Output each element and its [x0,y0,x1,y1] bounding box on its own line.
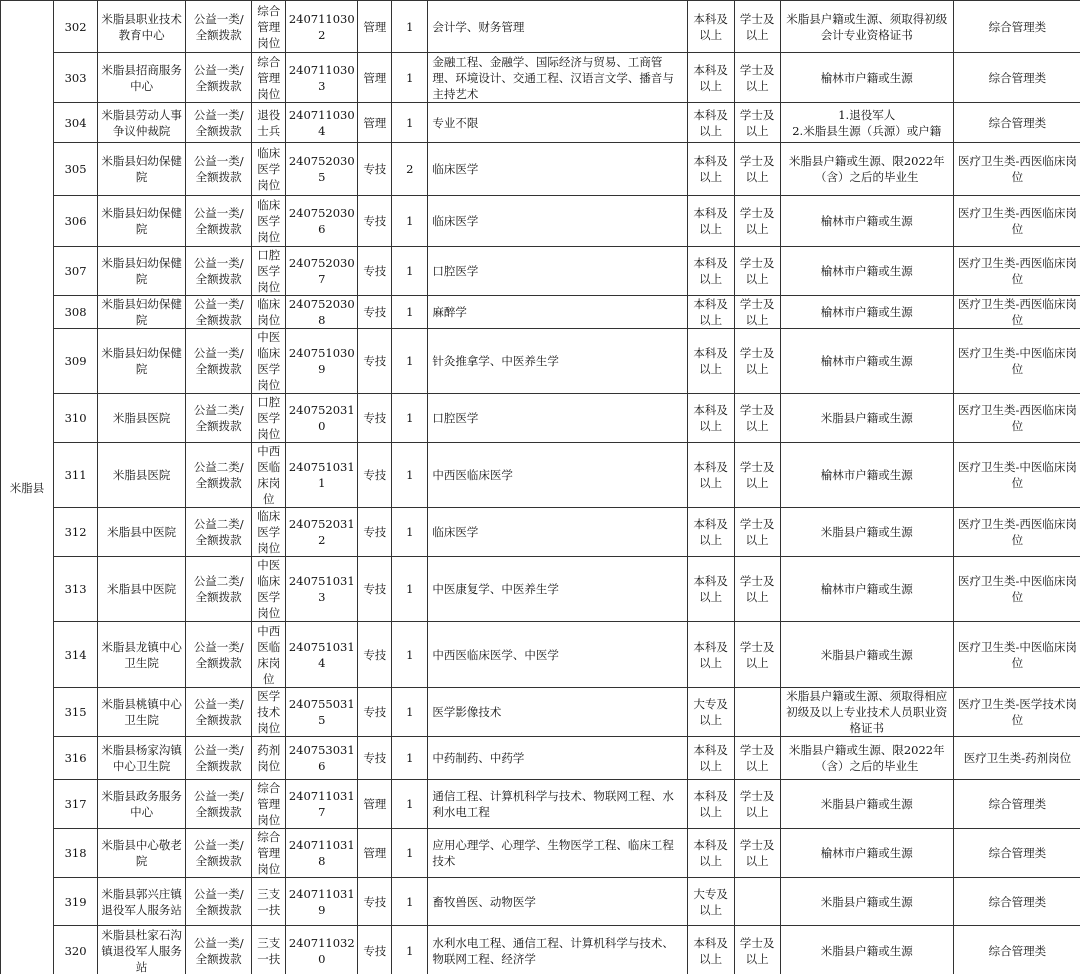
code-cell: 2407520305 [286,143,358,196]
education-cell: 本科及以上 [687,829,734,878]
code-cell: 2407510313 [286,557,358,622]
table-body [1,1,1080,974]
seq-cell: 306 [54,196,98,247]
count-cell: 1 [392,296,428,329]
nature-cell: 公益二类/全额拨款 [186,394,252,443]
count-cell: 1 [392,926,428,974]
degree-cell: 学士及以上 [734,196,780,247]
category-cell: 医疗卫生类-中医临床岗位 [953,329,1080,394]
count-cell: 1 [392,394,428,443]
count-cell: 1 [392,508,428,557]
seq-cell: 307 [54,247,98,296]
category-cell: 医疗卫生类-中医临床岗位 [953,443,1080,508]
education-cell: 大专及以上 [687,878,734,926]
degree-cell [734,878,780,926]
condition-cell: 榆林市户籍或生源 [780,53,953,103]
position-cell: 综合管理岗位 [252,1,286,53]
education-cell: 本科及以上 [687,622,734,688]
category-cell: 综合管理类 [953,926,1080,974]
category-cell: 综合管理类 [953,829,1080,878]
degree-cell: 学士及以上 [734,557,780,622]
degree-cell: 学士及以上 [734,394,780,443]
condition-cell: 榆林市户籍或生源 [780,329,953,394]
major-cell: 畜牧兽医、动物医学 [428,878,687,926]
table-row [1,196,1080,247]
condition-cell: 米脂县户籍或生源 [780,780,953,829]
nature-cell: 公益二类/全额拨款 [186,443,252,508]
seq-cell: 305 [54,143,98,196]
code-cell: 2407110319 [286,878,358,926]
unit-cell: 米脂县职业技术教育中心 [98,1,186,53]
condition-cell: 米脂县户籍或生源 [780,622,953,688]
nature-cell: 公益二类/全额拨款 [186,557,252,622]
nature-cell: 公益一类/全额拨款 [186,103,252,143]
code-cell: 2407520310 [286,394,358,443]
unit-cell: 米脂县政务服务中心 [98,780,186,829]
type-cell: 专技 [358,143,392,196]
table-row [1,329,1080,394]
type-cell: 专技 [358,296,392,329]
degree-cell: 学士及以上 [734,296,780,329]
type-cell: 管理 [358,829,392,878]
nature-cell: 公益一类/全额拨款 [186,143,252,196]
degree-cell: 学士及以上 [734,53,780,103]
nature-cell: 公益一类/全额拨款 [186,622,252,688]
unit-cell: 米脂县妇幼保健院 [98,247,186,296]
category-cell: 综合管理类 [953,878,1080,926]
condition-cell: 1.退役军人 2.米脂县生源（兵源）或户籍 [780,103,953,143]
position-cell: 药剂岗位 [252,737,286,780]
major-cell: 会计学、财务管理 [428,1,687,53]
category-cell: 综合管理类 [953,1,1080,53]
table-row [1,443,1080,508]
code-cell: 2407550315 [286,688,358,737]
count-cell: 1 [392,196,428,247]
position-cell: 口腔医学岗位 [252,394,286,443]
type-cell: 专技 [358,737,392,780]
major-cell: 临床医学 [428,143,687,196]
count-cell: 1 [392,53,428,103]
unit-cell: 米脂县桃镇中心卫生院 [98,688,186,737]
nature-cell: 公益一类/全额拨款 [186,196,252,247]
education-cell: 本科及以上 [687,329,734,394]
major-cell: 临床医学 [428,508,687,557]
condition-cell: 榆林市户籍或生源 [780,557,953,622]
position-cell: 临床医学岗位 [252,508,286,557]
category-cell: 医疗卫生类-西医临床岗位 [953,394,1080,443]
count-cell: 1 [392,557,428,622]
unit-cell: 米脂县中医院 [98,508,186,557]
unit-cell: 米脂县郭兴庄镇退役军人服务站 [98,878,186,926]
table-row [1,508,1080,557]
count-cell: 1 [392,247,428,296]
category-cell: 综合管理类 [953,103,1080,143]
type-cell: 管理 [358,53,392,103]
education-cell: 本科及以上 [687,780,734,829]
major-cell: 针灸推拿学、中医养生学 [428,329,687,394]
condition-cell: 米脂县户籍或生源 [780,926,953,974]
code-cell: 2407520307 [286,247,358,296]
count-cell: 1 [392,737,428,780]
condition-cell: 米脂县户籍或生源、限2022年（含）之后的毕业生 [780,143,953,196]
major-cell: 应用心理学、心理学、生物医学工程、临床工程技术 [428,829,687,878]
degree-cell: 学士及以上 [734,622,780,688]
code-cell: 2407510311 [286,443,358,508]
category-cell: 医疗卫生类-西医临床岗位 [953,247,1080,296]
count-cell: 2 [392,143,428,196]
education-cell: 本科及以上 [687,247,734,296]
table-row [1,143,1080,196]
nature-cell: 公益一类/全额拨款 [186,780,252,829]
seq-cell: 302 [54,1,98,53]
table-row [1,688,1080,737]
table-row [1,829,1080,878]
education-cell: 本科及以上 [687,103,734,143]
nature-cell: 公益一类/全额拨款 [186,829,252,878]
type-cell: 专技 [358,329,392,394]
count-cell: 1 [392,622,428,688]
type-cell: 专技 [358,196,392,247]
education-cell: 本科及以上 [687,53,734,103]
degree-cell: 学士及以上 [734,247,780,296]
position-cell: 中医临床医学岗位 [252,557,286,622]
category-cell: 医疗卫生类-西医临床岗位 [953,296,1080,329]
education-cell: 大专及以上 [687,688,734,737]
code-cell: 2407510309 [286,329,358,394]
education-cell: 本科及以上 [687,296,734,329]
seq-cell: 304 [54,103,98,143]
education-cell: 本科及以上 [687,557,734,622]
unit-cell: 米脂县医院 [98,443,186,508]
unit-cell: 米脂县妇幼保健院 [98,196,186,247]
table-row [1,247,1080,296]
code-cell: 2407110303 [286,53,358,103]
condition-cell: 榆林市户籍或生源 [780,443,953,508]
degree-cell: 学士及以上 [734,1,780,53]
major-cell: 中药制药、中药学 [428,737,687,780]
major-cell: 临床医学 [428,196,687,247]
condition-cell: 榆林市户籍或生源 [780,247,953,296]
seq-cell: 317 [54,780,98,829]
degree-cell: 学士及以上 [734,926,780,974]
seq-cell: 310 [54,394,98,443]
seq-cell: 314 [54,622,98,688]
major-cell: 口腔医学 [428,394,687,443]
condition-cell: 米脂县户籍或生源 [780,394,953,443]
type-cell: 专技 [358,688,392,737]
nature-cell: 公益一类/全额拨款 [186,53,252,103]
code-cell: 2407110320 [286,926,358,974]
nature-cell: 公益一类/全额拨款 [186,926,252,974]
unit-cell: 米脂县中心敬老院 [98,829,186,878]
category-cell: 医疗卫生类-西医临床岗位 [953,143,1080,196]
nature-cell: 公益一类/全额拨款 [186,329,252,394]
position-cell: 临床岗位 [252,296,286,329]
category-cell: 医疗卫生类-中医临床岗位 [953,557,1080,622]
nature-cell: 公益一类/全额拨款 [186,247,252,296]
category-cell: 医疗卫生类-药剂岗位 [953,737,1080,780]
code-cell: 2407110318 [286,829,358,878]
unit-cell: 米脂县中医院 [98,557,186,622]
education-cell: 本科及以上 [687,143,734,196]
condition-cell: 榆林市户籍或生源 [780,196,953,247]
education-cell: 本科及以上 [687,926,734,974]
type-cell: 专技 [358,508,392,557]
major-cell: 中医康复学、中医养生学 [428,557,687,622]
education-cell: 本科及以上 [687,443,734,508]
degree-cell: 学士及以上 [734,143,780,196]
degree-cell [734,688,780,737]
degree-cell: 学士及以上 [734,829,780,878]
type-cell: 专技 [358,926,392,974]
type-cell: 专技 [358,394,392,443]
category-cell: 综合管理类 [953,53,1080,103]
nature-cell: 公益一类/全额拨款 [186,1,252,53]
code-cell: 2407110317 [286,780,358,829]
seq-cell: 309 [54,329,98,394]
major-cell: 专业不限 [428,103,687,143]
condition-cell: 米脂县户籍或生源 [780,878,953,926]
education-cell: 本科及以上 [687,737,734,780]
unit-cell: 米脂县招商服务中心 [98,53,186,103]
seq-cell: 313 [54,557,98,622]
table-row [1,103,1080,143]
count-cell: 1 [392,443,428,508]
position-cell: 中西医临床岗位 [252,443,286,508]
category-cell: 医疗卫生类-西医临床岗位 [953,196,1080,247]
condition-cell: 榆林市户籍或生源 [780,829,953,878]
seq-cell: 319 [54,878,98,926]
table-row [1,53,1080,103]
position-cell: 三支一扶 [252,878,286,926]
code-cell: 2407520312 [286,508,358,557]
seq-cell: 315 [54,688,98,737]
seq-cell: 318 [54,829,98,878]
education-cell: 本科及以上 [687,1,734,53]
count-cell: 1 [392,103,428,143]
position-cell: 三支一扶 [252,926,286,974]
major-cell: 口腔医学 [428,247,687,296]
table-row [1,622,1080,688]
count-cell: 1 [392,329,428,394]
count-cell: 1 [392,780,428,829]
table-row [1,394,1080,443]
position-cell: 综合管理岗位 [252,53,286,103]
code-cell: 2407520308 [286,296,358,329]
seq-cell: 303 [54,53,98,103]
position-cell: 退役士兵 [252,103,286,143]
nature-cell: 公益一类/全额拨款 [186,296,252,329]
position-cell: 综合管理岗位 [252,780,286,829]
table-row [1,780,1080,829]
nature-cell: 公益一类/全额拨款 [186,688,252,737]
degree-cell: 学士及以上 [734,329,780,394]
major-cell: 中西医临床医学 [428,443,687,508]
major-cell: 金融工程、金融学、国际经济与贸易、工商管理、环境设计、交通工程、汉语言文学、播音与主持艺术 [428,53,687,103]
code-cell: 2407520306 [286,196,358,247]
county-cell: 米脂县 [1,1,54,974]
category-cell: 医疗卫生类-中医临床岗位 [953,622,1080,688]
major-cell: 中西医临床医学、中医学 [428,622,687,688]
degree-cell: 学士及以上 [734,103,780,143]
education-cell: 本科及以上 [687,394,734,443]
type-cell: 管理 [358,1,392,53]
type-cell: 管理 [358,103,392,143]
position-cell: 口腔医学岗位 [252,247,286,296]
position-cell: 临床医学岗位 [252,196,286,247]
condition-cell: 米脂县户籍或生源、须取得初级会计专业资格证书 [780,1,953,53]
education-cell: 本科及以上 [687,196,734,247]
type-cell: 专技 [358,247,392,296]
condition-cell: 榆林市户籍或生源 [780,296,953,329]
seq-cell: 312 [54,508,98,557]
type-cell: 专技 [358,622,392,688]
table-row [1,878,1080,926]
position-cell: 综合管理岗位 [252,829,286,878]
count-cell: 1 [392,688,428,737]
unit-cell: 米脂县杜家石沟镇退役军人服务站 [98,926,186,974]
seq-cell: 308 [54,296,98,329]
condition-cell: 米脂县户籍或生源 [780,508,953,557]
nature-cell: 公益一类/全额拨款 [186,878,252,926]
code-cell: 2407510314 [286,622,358,688]
position-cell: 中西医临床岗位 [252,622,286,688]
count-cell: 1 [392,1,428,53]
degree-cell: 学士及以上 [734,443,780,508]
unit-cell: 米脂县劳动人事争议仲裁院 [98,103,186,143]
condition-cell: 米脂县户籍或生源、须取得相应初级及以上专业技术人员职业资格证书 [780,688,953,737]
major-cell: 麻醉学 [428,296,687,329]
code-cell: 2407110302 [286,1,358,53]
major-cell: 医学影像技术 [428,688,687,737]
seq-cell: 316 [54,737,98,780]
code-cell: 2407110304 [286,103,358,143]
unit-cell: 米脂县妇幼保健院 [98,296,186,329]
table-row [1,1,1080,53]
unit-cell: 米脂县妇幼保健院 [98,143,186,196]
code-cell: 2407530316 [286,737,358,780]
degree-cell: 学士及以上 [734,737,780,780]
table-row [1,557,1080,622]
position-cell: 医学技术岗位 [252,688,286,737]
type-cell: 专技 [358,878,392,926]
type-cell: 管理 [358,780,392,829]
unit-cell: 米脂县龙镇中心卫生院 [98,622,186,688]
seq-cell: 311 [54,443,98,508]
type-cell: 专技 [358,443,392,508]
table-row [1,737,1080,780]
unit-cell: 米脂县医院 [98,394,186,443]
nature-cell: 公益二类/全额拨款 [186,508,252,557]
position-cell: 临床医学岗位 [252,143,286,196]
degree-cell: 学士及以上 [734,780,780,829]
count-cell: 1 [392,829,428,878]
position-cell: 中医临床医学岗位 [252,329,286,394]
type-cell: 专技 [358,557,392,622]
major-cell: 水利水电工程、通信工程、计算机科学与技术、物联网工程、经济学 [428,926,687,974]
category-cell: 医疗卫生类-医学技术岗位 [953,688,1080,737]
degree-cell: 学士及以上 [734,508,780,557]
category-cell: 综合管理类 [953,780,1080,829]
unit-cell: 米脂县杨家沟镇中心卫生院 [98,737,186,780]
count-cell: 1 [392,878,428,926]
condition-cell: 米脂县户籍或生源、限2022年（含）之后的毕业生 [780,737,953,780]
nature-cell: 公益一类/全额拨款 [186,737,252,780]
unit-cell: 米脂县妇幼保健院 [98,329,186,394]
seq-cell: 320 [54,926,98,974]
category-cell: 医疗卫生类-西医临床岗位 [953,508,1080,557]
major-cell: 通信工程、计算机科学与技术、物联网工程、水利水电工程 [428,780,687,829]
table-row [1,296,1080,329]
education-cell: 本科及以上 [687,508,734,557]
table-row [1,926,1080,974]
